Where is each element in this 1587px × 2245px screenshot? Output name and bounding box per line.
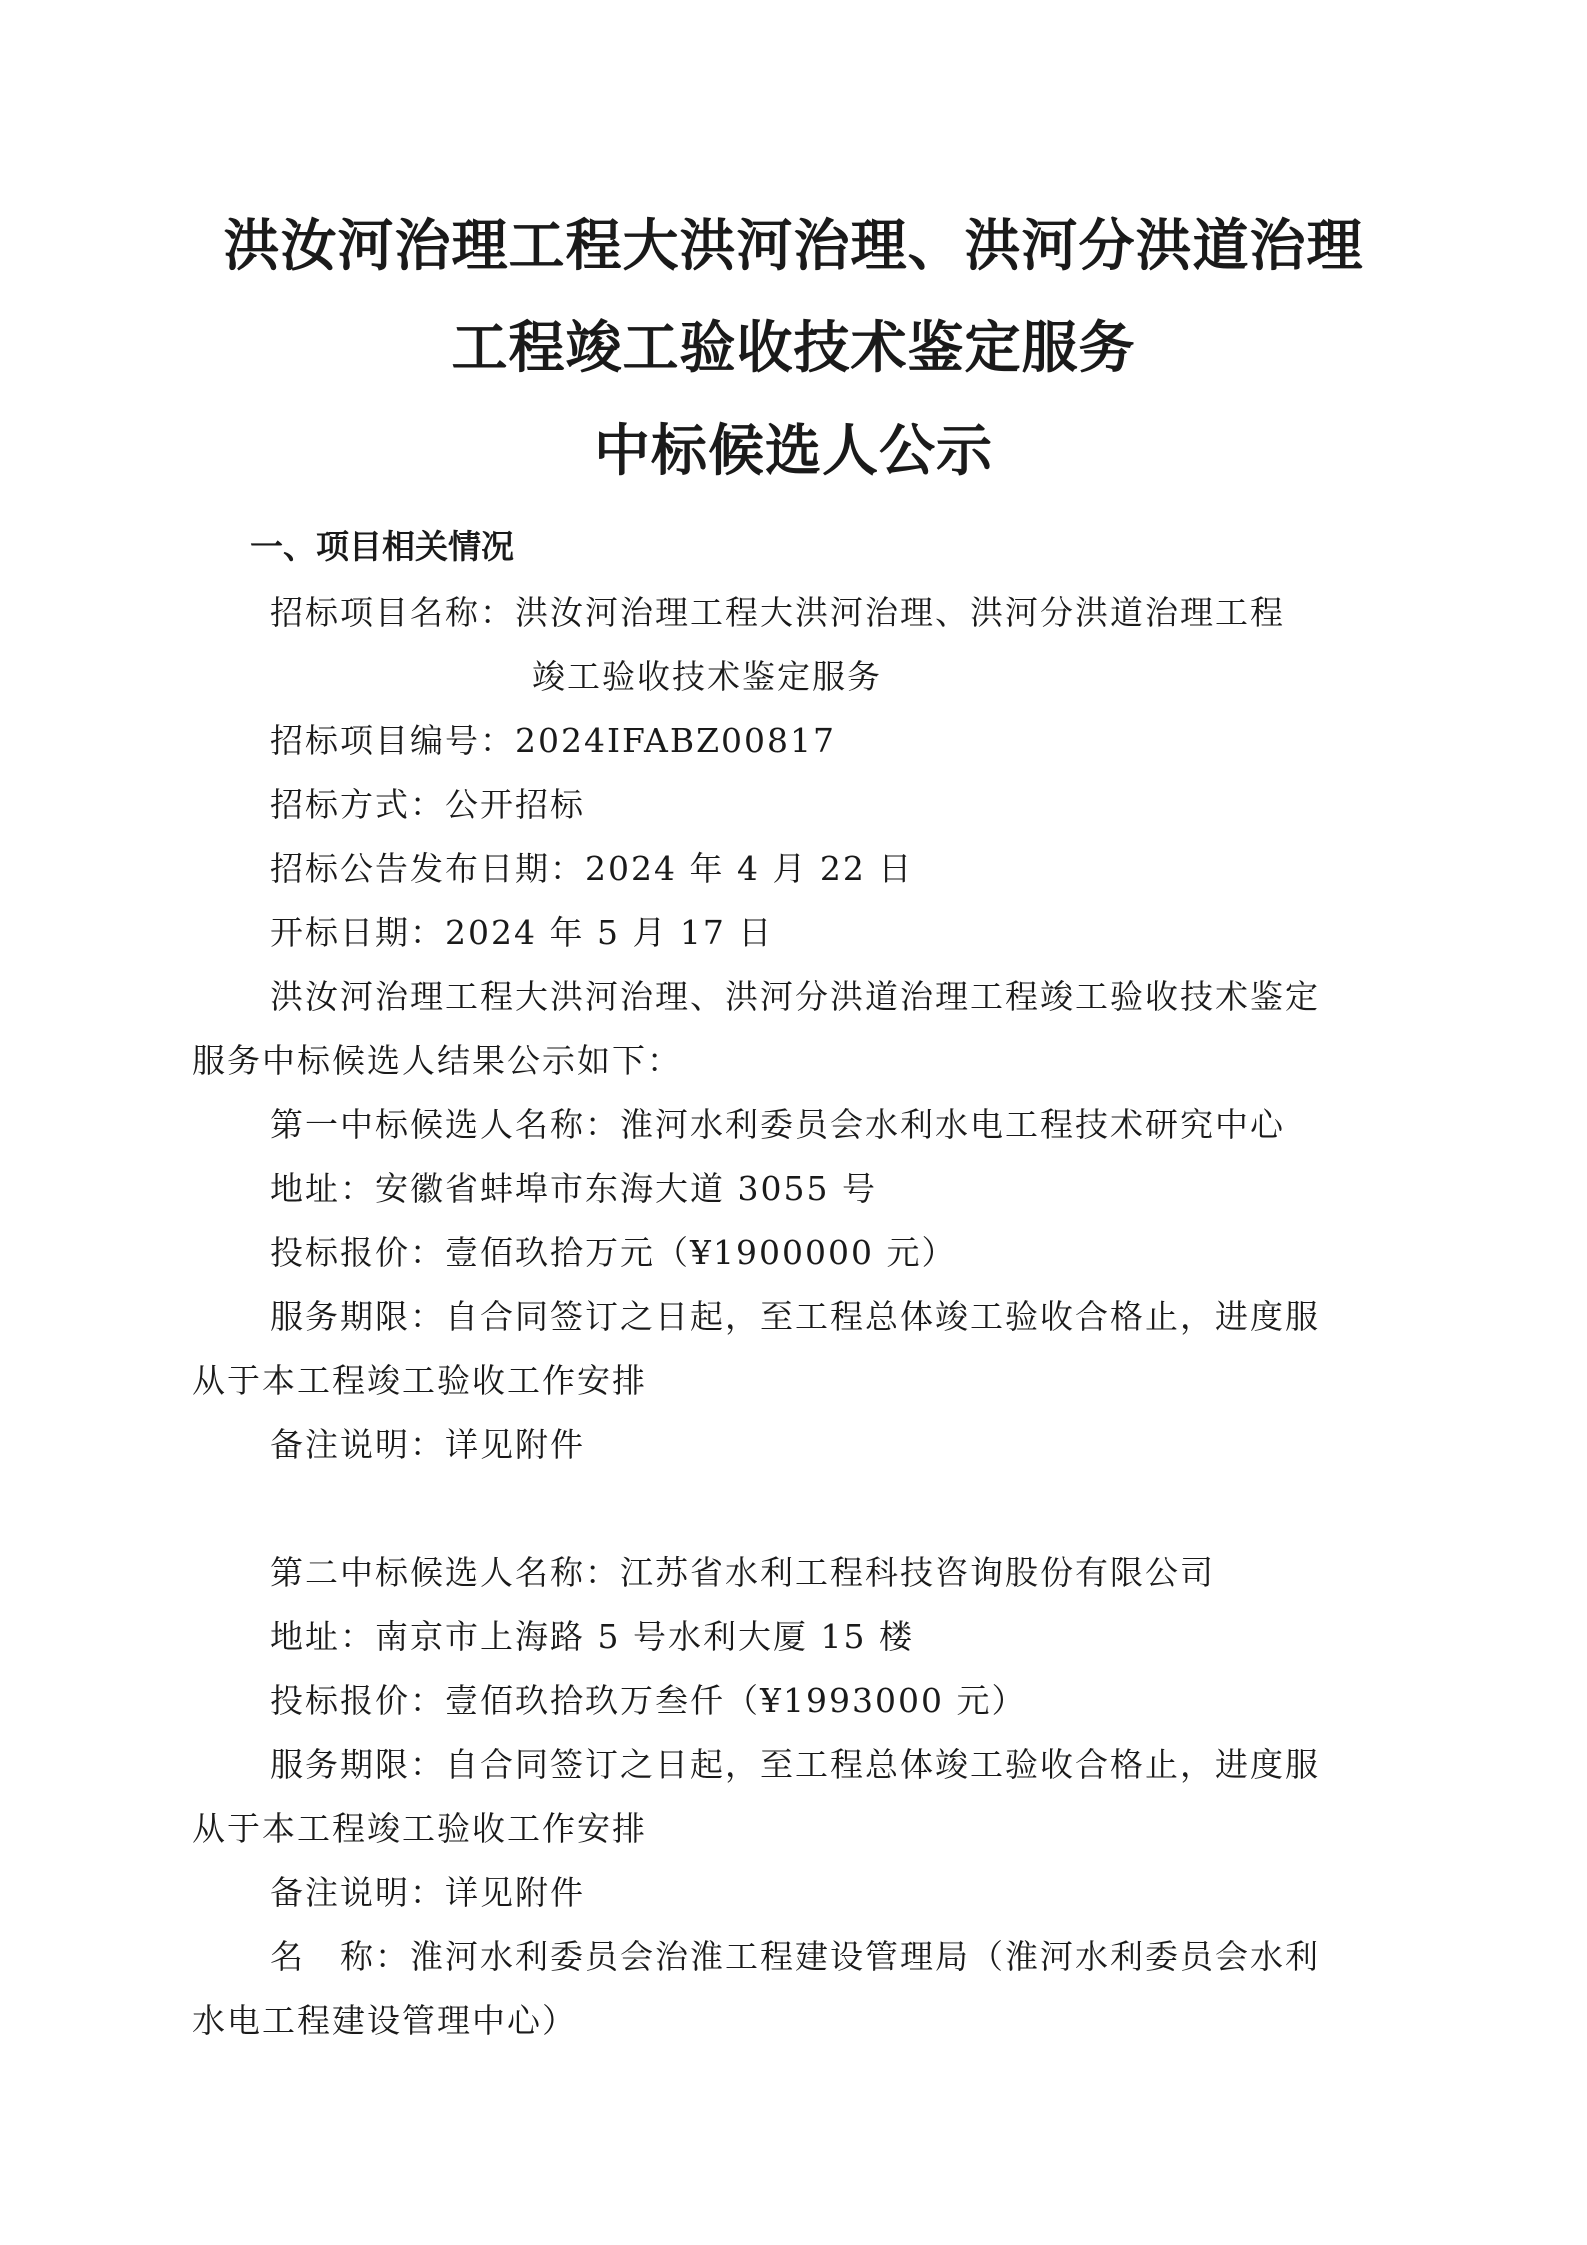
- title-line-2: 工程竣工验收技术鉴定服务: [451, 316, 1136, 381]
- tender-method: 招标方式：公开招标: [270, 785, 585, 824]
- candidate1-remark: 备注说明：详见附件: [270, 1425, 585, 1464]
- intro-text-continued: 服务中标候选人结果公示如下：: [192, 1041, 682, 1080]
- title-line-3: 中标候选人公示: [594, 419, 993, 484]
- candidate1-address: 地址：安徽省蚌埠市东海大道 3055 号: [270, 1169, 877, 1208]
- tenderee-name: 名 称：淮河水利委员会治淮工程建设管理局（淮河水利委员会水利: [270, 1937, 1320, 1976]
- candidate2-service-continued: 从于本工程竣工验收工作安排: [192, 1809, 647, 1848]
- candidate2-name: 第二中标候选人名称：江苏省水利工程科技咨询股份有限公司: [270, 1553, 1215, 1592]
- project-name: 招标项目名称：洪汝河治理工程大洪河治理、洪河分洪道治理工程: [270, 593, 1285, 632]
- intro-text: 洪汝河治理工程大洪河治理、洪河分洪道治理工程竣工验收技术鉴定: [270, 977, 1320, 1016]
- project-name-continued: 竣工验收技术鉴定服务: [532, 657, 882, 696]
- candidate1-bid: 投标报价：壹佰玖拾万元（¥1900000 元）: [270, 1233, 957, 1272]
- tenderee-name-continued: 水电工程建设管理中心）: [192, 2001, 577, 2040]
- candidate2-remark: 备注说明：详见附件: [270, 1873, 585, 1912]
- candidate2-service: 服务期限：自合同签订之日起，至工程总体竣工验收合格止，进度服: [270, 1745, 1320, 1784]
- title-line-1: 洪汝河治理工程大洪河治理、洪河分洪道治理: [223, 214, 1364, 279]
- candidate1-name: 第一中标候选人名称：淮河水利委员会水利水电工程技术研究中心: [270, 1105, 1285, 1144]
- open-date: 开标日期：2024 年 5 月 17 日: [270, 913, 774, 952]
- section-heading: 一、项目相关情况: [250, 527, 514, 566]
- candidate2-bid: 投标报价：壹佰玖拾玖万叁仟（¥1993000 元）: [270, 1681, 1027, 1720]
- candidate1-service: 服务期限：自合同签订之日起，至工程总体竣工验收合格止，进度服: [270, 1297, 1320, 1336]
- candidate1-service-continued: 从于本工程竣工验收工作安排: [192, 1361, 647, 1400]
- candidate2-address: 地址：南京市上海路 5 号水利大厦 15 楼: [270, 1617, 914, 1656]
- announce-date: 招标公告发布日期：2024 年 4 月 22 日: [270, 849, 914, 888]
- project-number: 招标项目编号：2024IFABZ00817: [270, 721, 837, 760]
